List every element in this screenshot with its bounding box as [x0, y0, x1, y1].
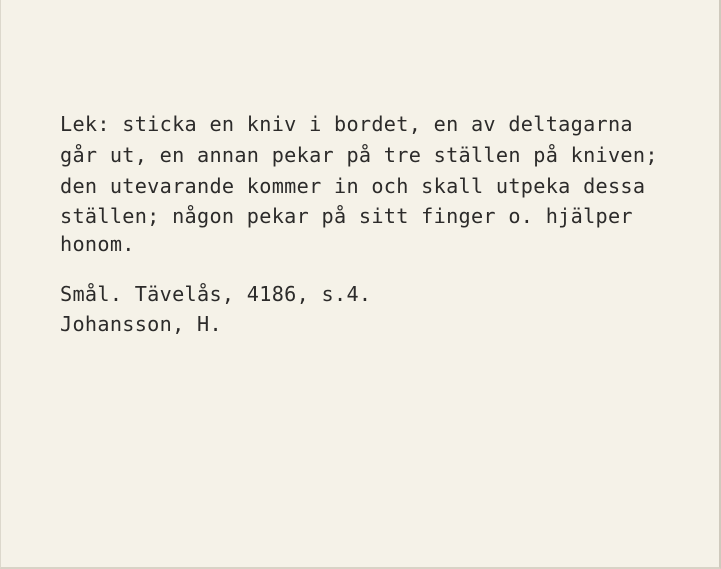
source-location: Smål. Tävelås, 4186, s.4.	[60, 282, 372, 306]
text-line-3: den utevarande kommer in och skall utpeka dessa	[60, 174, 646, 198]
source-block	[60, 282, 372, 378]
text-line-1: Lek: sticka en kniv i bordet, en av deltagarna	[60, 112, 633, 136]
text-line-4: ställen; någon pekar på sitt finger o. hjälper	[60, 204, 633, 228]
card-text	[60, 112, 658, 280]
text-line-5: honom.	[60, 232, 135, 256]
text-line-2: går ut, en annan pekar på tre ställen på kniven;	[60, 143, 658, 167]
source-recorder: Johansson, H.	[60, 312, 222, 336]
